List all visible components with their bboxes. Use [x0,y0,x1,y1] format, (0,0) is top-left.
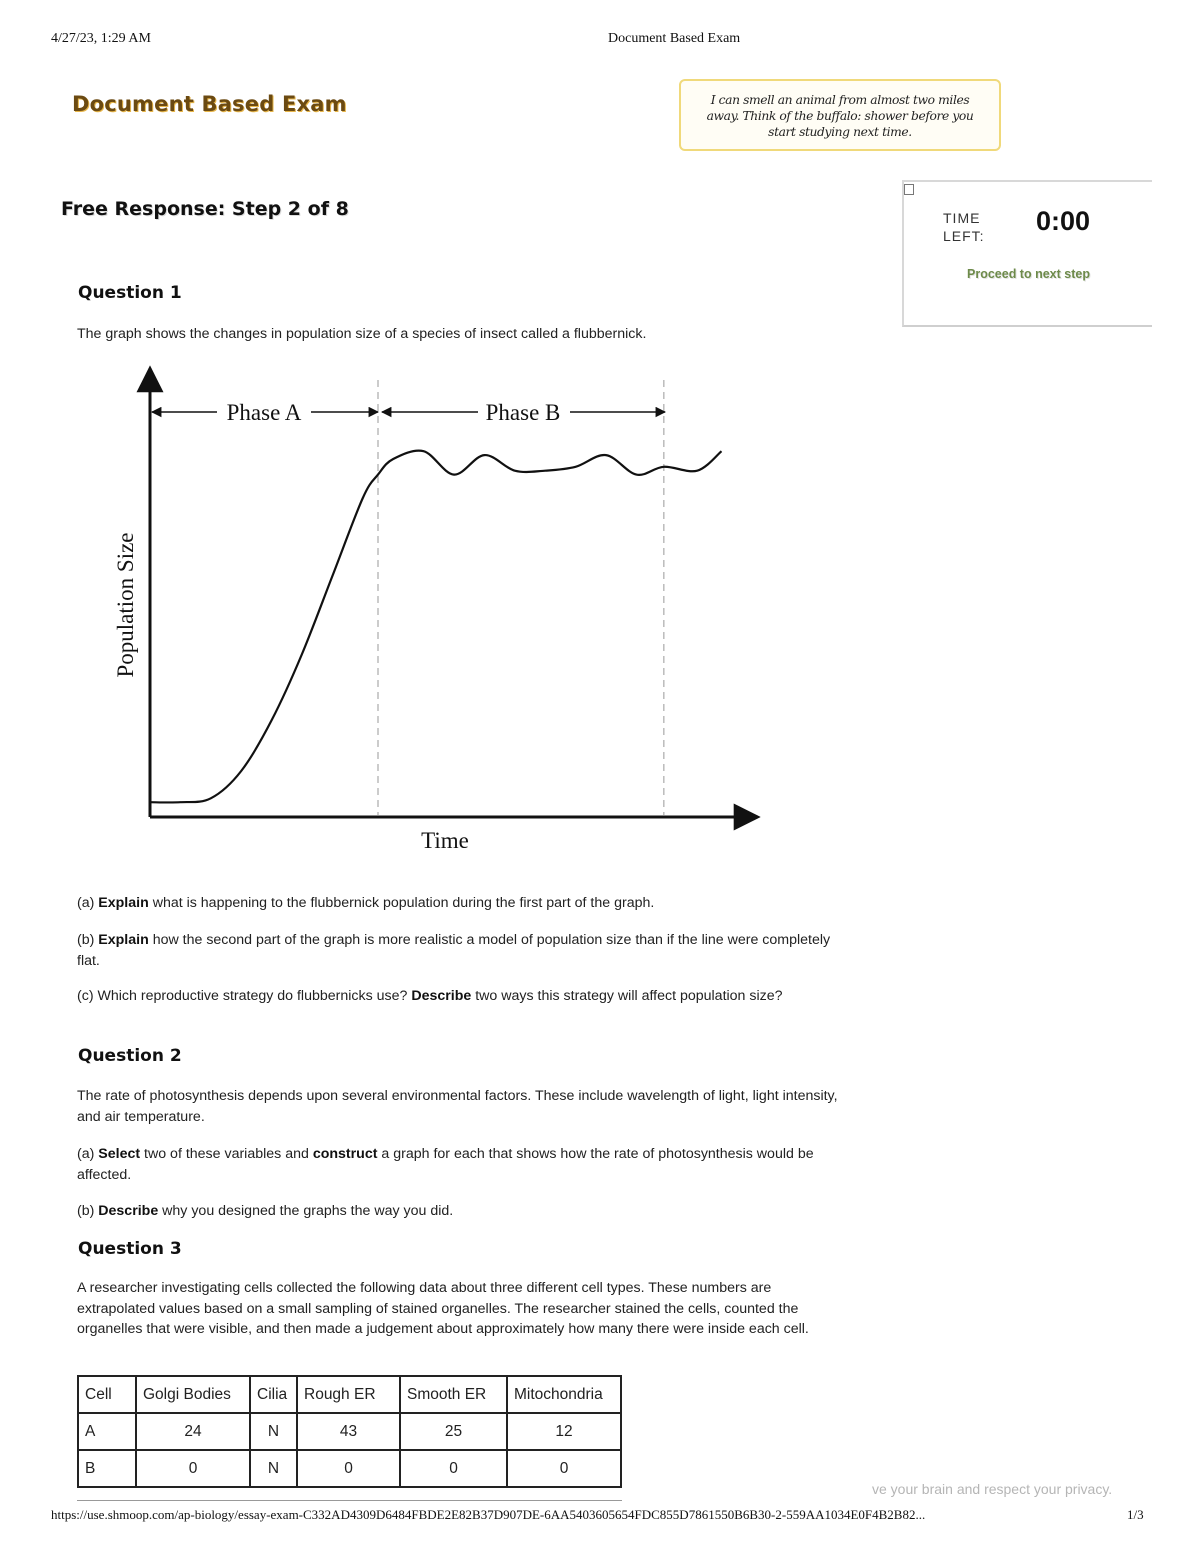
table-cell: 24 [136,1413,250,1450]
x-axis-label: Time [421,828,469,853]
table-cell: A [78,1413,136,1450]
question-1c [77,986,847,1007]
q1a-text: what is happening to the flubbernick population during the first part of the graph. [148,895,655,911]
question-1-heading: Question 1 [78,283,182,303]
print-title: Document Based Exam [608,31,741,46]
proceed-next-step-button[interactable]: Proceed to next step [967,267,1090,281]
q2a-keyword-1: Select [98,1146,141,1162]
question-1b [77,930,847,971]
app-title: Document Based Exam [72,92,347,116]
phase-a-label: Phase A [226,400,302,425]
table-row [78,1450,621,1487]
question-2b [77,1201,847,1222]
table-cell: 25 [400,1413,507,1450]
q1c-text: two ways this strategy will affect population size? [471,988,783,1004]
table-header-cell: Smooth ER [400,1376,507,1413]
table-header-cell: Golgi Bodies [136,1376,250,1413]
table-cell: N [250,1413,297,1450]
time-left-value: 0:00 [1036,206,1091,236]
table-header-cell: Cell [78,1376,136,1413]
q2a-text-2: a graph for each that shows how the rate of photosynthesis would be affected. [77,1146,814,1183]
table-row [78,1413,621,1450]
tip-box [679,79,1001,151]
phase-b-label: Phase B [485,400,561,425]
table-header-cell: Mitochondria [507,1376,621,1413]
table-cell: B [78,1450,136,1487]
q1b-prefix: (b) [77,932,99,948]
population-curve [150,451,722,803]
step-title: Free Response: Step 2 of 8 [61,198,349,220]
y-axis-label: Population Size [113,532,138,678]
table-header-cell: Cilia [250,1376,297,1413]
q2a-text-1: two of these variables and [140,1146,313,1162]
table-cell: 0 [136,1450,250,1487]
q1b-text: how the second part of the graph is more realistic a model of population size than if the line were completely flat. [77,932,831,969]
q2b-keyword: Describe [98,1203,159,1219]
table-cell: 12 [507,1413,621,1450]
question-2-intro: The rate of photosynthesis depends upon several environmental factors. These include wavelength of light, light intensity, and air temperature. [77,1088,838,1125]
q1a-keyword: Explain [98,895,149,911]
question-1-intro: The graph shows the changes in population size of a species of insect called a flubbernick. [77,326,647,342]
tip-text: I can smell an animal from almost two miles away. Think of the buffalo: shower before you start studying next time. [706,93,974,139]
q2a-keyword-2: construct [312,1146,378,1162]
organelle-table [77,1375,622,1488]
question-3-intro: A researcher investigating cells collected the following data about three different cell types. These numbers are extrapolated values based on a small sampling of stained organelles. The researcher stained the cells, counted the organelles that were visible, and then made a judgement about approximately how many there were inside each cell. [77,1280,809,1337]
time-left-label: TIME LEFT: [943,210,985,244]
table-header-cell: Rough ER [297,1376,400,1413]
timer-panel [902,180,1152,327]
print-datetime: 4/27/23, 1:29 AM [51,31,151,46]
question-2-heading: Question 2 [78,1046,182,1066]
privacy-text: ve your brain and respect your privacy. [872,1481,1113,1497]
table-cell: 0 [297,1450,400,1487]
population-chart [100,360,780,860]
timer-checkbox[interactable] [904,184,914,195]
question-2a [77,1144,847,1185]
table-cell: N [250,1450,297,1487]
q2a-prefix: (a) [77,1146,99,1162]
table-cell: 43 [297,1413,400,1450]
q1c-prefix: (c) Which reproductive strategy do flubbernicks use? [77,988,412,1004]
q1b-keyword: Explain [98,932,149,948]
table-cell: 0 [507,1450,621,1487]
footer-divider [77,1500,622,1501]
q2b-text: why you designed the graphs the way you did. [158,1203,454,1219]
print-page-number: 1/3 [1127,1507,1144,1522]
table-header-row [78,1376,621,1413]
question-1a [77,893,847,914]
table-cell: 0 [400,1450,507,1487]
q1c-keyword: Describe [411,988,472,1004]
q1a-prefix: (a) [77,895,99,911]
question-3-heading: Question 3 [78,1239,182,1259]
q2b-prefix: (b) [77,1203,99,1219]
print-url: https://use.shmoop.com/ap-biology/essay-exam-C332AD4309D6484FBDE2E82B37D907DE-6AA5403605654FDC855D7861550B6B30-2-559AA1034E0F4B2B82... [51,1507,926,1522]
